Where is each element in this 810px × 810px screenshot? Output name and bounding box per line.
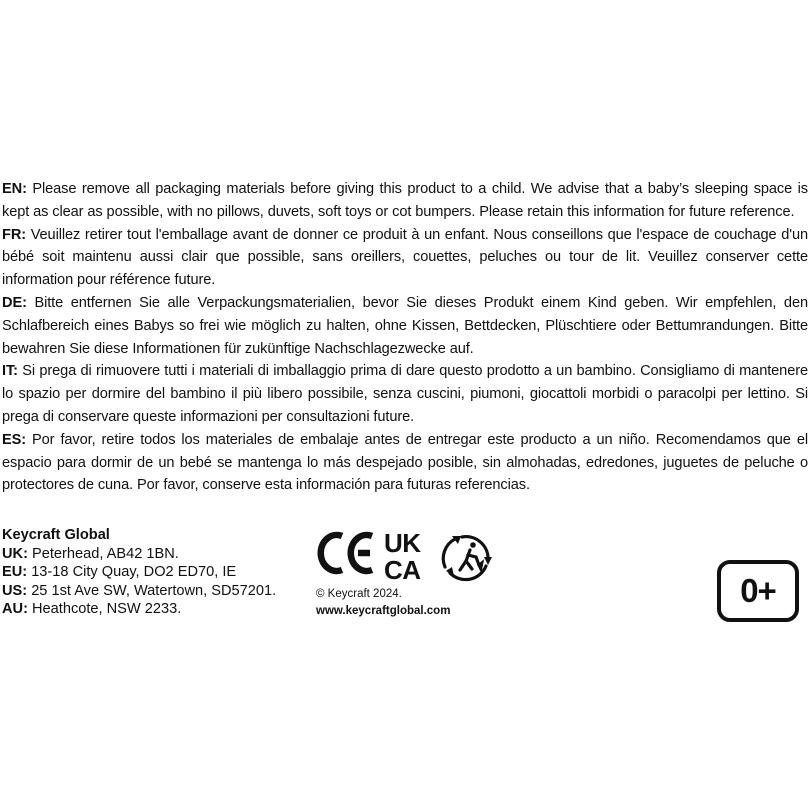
warning-lang-code: DE: bbox=[2, 294, 27, 311]
address-code: US: bbox=[2, 582, 28, 599]
copyright-text: © Keycraft 2024. bbox=[316, 588, 402, 600]
address-text: Peterhead, AB42 1BN. bbox=[27, 545, 179, 562]
ukca-line2: CA bbox=[384, 555, 421, 585]
warning-text: Bitte entfernen Sie alle Verpackungsmaterialien, bevor Sie dieses Produkt einem Kind geben. Wir empfehlen, den Schlafbereich eines Babys so frei wie möglich zu halten, ohne Kissen, Bettdecken, Plüschtiere oder Bettumrandungen. Bitte bewahren Sie diese Informationen für zukünftige Nachschlagezwecke auf. bbox=[2, 294, 808, 357]
warning-lang-code: FR: bbox=[2, 226, 27, 243]
warning-text: Por favor, retire todos los materiales de embalaje antes de entregar este producto a un niño. Recomendamos que el espacio para dormir de un bebé se mantenga lo más despejado posible, sin almohadas, edredones, juguetes de peluche o protectores de cuna. Por favor, conserve esta información para futuras referencias. bbox=[2, 431, 808, 494]
ukca-line1: UK bbox=[384, 528, 421, 558]
warning-de bbox=[2, 292, 808, 360]
address-code: EU: bbox=[2, 564, 28, 580]
warning-en bbox=[2, 178, 808, 224]
warning-text: Veuillez retirer tout l'emballage avant de donner ce produit à un enfant. Nous conseillons que l'espace de couchage d'un bébé soit maintenu aussi clair que possible, sans oreillers, couettes, peluches ou tour de lit. Veuillez conserver cette information pour référence future. bbox=[2, 226, 808, 289]
website-url bbox=[316, 604, 450, 619]
multilingual-warnings bbox=[2, 178, 808, 497]
warning-text: Si prega di rimuovere tutti i materiali di imballaggio prima di dare questo prodotto a un bambino. Consigliamo di mantenere lo spazio per dormire del bambino il più libero possibile, senza cuscini, piumoni, giocattoli morbidi o paracolpi per lettino. Si prega di conservare queste informazioni per consultazioni future. bbox=[2, 363, 808, 425]
address-text: 13-18 City Quay, DO2 ED70, IE bbox=[27, 564, 237, 580]
address-text: 25 1st Ave SW, Watertown, SD57201. bbox=[27, 582, 277, 599]
age-badge-label: 0+ bbox=[740, 572, 776, 609]
ce-mark-icon bbox=[321, 535, 372, 571]
warning-fr bbox=[2, 224, 808, 292]
address-au bbox=[2, 600, 302, 619]
company-block bbox=[2, 526, 302, 619]
warning-es bbox=[2, 429, 808, 497]
marks-svg bbox=[312, 527, 512, 585]
address-eu bbox=[2, 563, 302, 582]
warning-lang-code: EN: bbox=[2, 181, 27, 197]
warning-lang-code: ES: bbox=[2, 431, 27, 448]
address-code: UK: bbox=[2, 545, 28, 562]
address-code: AU: bbox=[2, 601, 28, 617]
age-0-plus-icon bbox=[717, 560, 799, 622]
address-us bbox=[2, 582, 302, 601]
address-text: Heathcote, NSW 2233. bbox=[27, 601, 182, 617]
website-brand: keycraftglobal bbox=[345, 605, 424, 617]
address-uk bbox=[2, 545, 302, 564]
company-name: Keycraft Global bbox=[2, 527, 110, 543]
warning-it bbox=[2, 360, 808, 428]
website-prefix: www. bbox=[316, 605, 346, 617]
ukca-mark-icon bbox=[384, 528, 421, 585]
warning-text: Please remove all packaging materials before giving this product to a child. We advise that a baby’s sleeping space is kept as clear as possible, with no pillows, duvets, soft toys or cot bumpers. Please retain this information for future reference. bbox=[2, 181, 808, 220]
tidyman-recycle-icon bbox=[443, 536, 492, 580]
warning-lang-code: IT: bbox=[2, 363, 18, 380]
website-suffix: .com bbox=[423, 605, 451, 617]
